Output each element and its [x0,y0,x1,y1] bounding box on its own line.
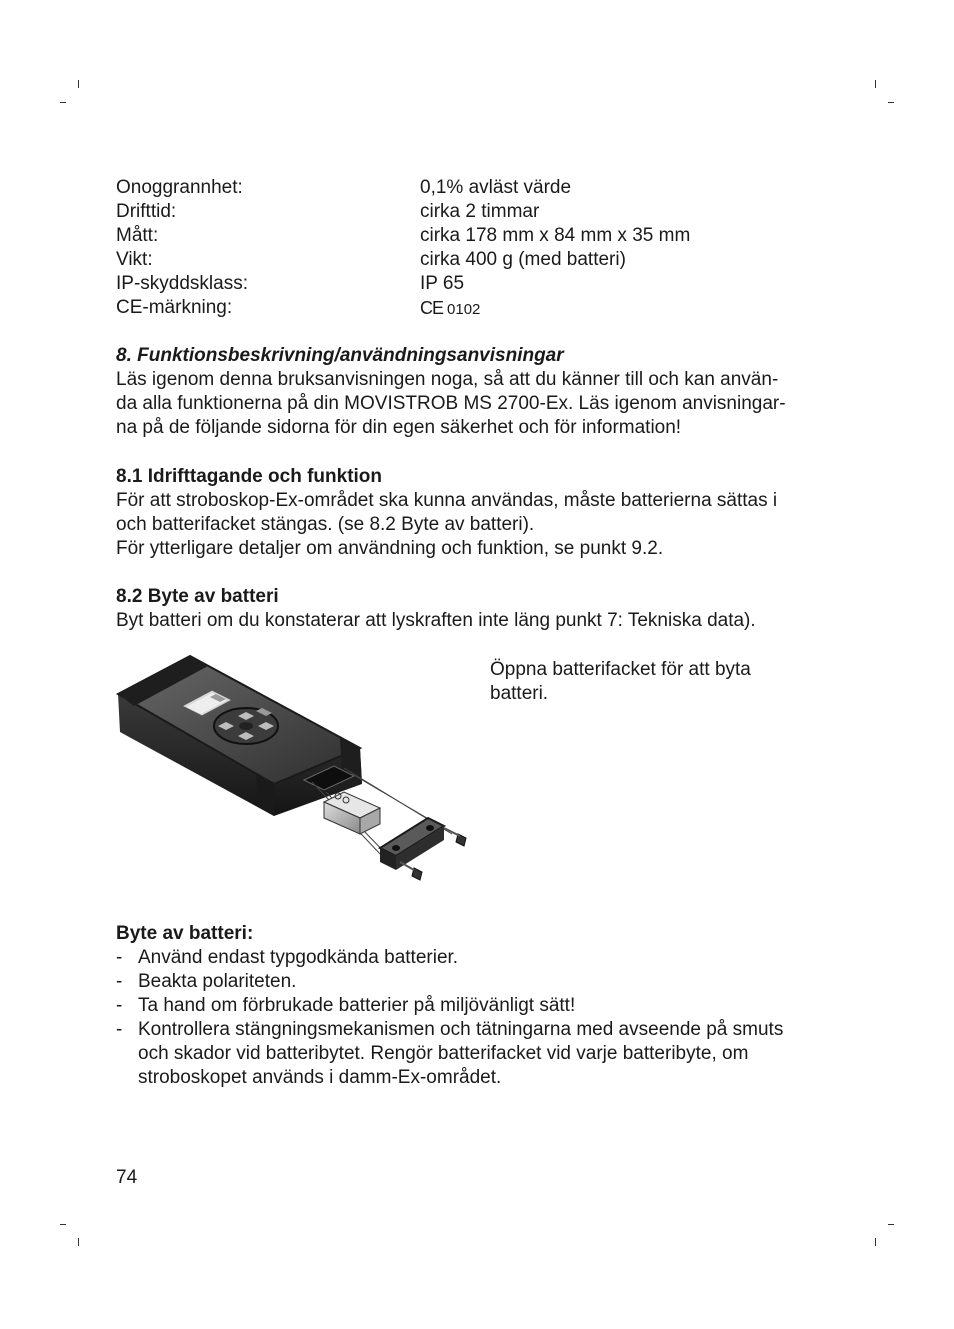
spec-label: Onoggrannhet: [116,177,243,198]
section-8-1 [116,465,828,561]
text-line: Läs igenom denna bruksanvisningen noga, så att du känner till och kan använ- [116,369,779,390]
text-line: Använd endast typgodkända batterier. [138,947,459,968]
text-line: Beakta polariteten. [138,971,297,992]
notes-list [116,946,828,1090]
spec-row-operating-time [116,200,836,224]
spec-row-dimensions [116,224,836,248]
spec-value: cirka 178 mm x 84 mm x 35 mm [420,225,691,246]
ce-number: 0102 [447,301,481,318]
crop-mark-top-left [60,102,66,103]
figure-caption [490,658,810,706]
text-line: Ta hand om förbrukade batterier på miljövänligt sätt! [138,995,576,1016]
spec-row-ip-class [116,272,836,296]
list-item [116,946,828,970]
text-line: da alla funktionerna på din MOVISTROB MS 2700-Ex. Läs igenom anvisningar- [116,393,786,414]
text-line: och batterifacket stängas. (se 8.2 Byte av batteri). [116,514,535,535]
crop-mark-bottom-left [60,1224,66,1225]
section-paragraph [116,609,828,633]
spec-label: Mått: [116,225,159,246]
bullet-dash: - [116,1019,123,1040]
bullet-dash: - [116,995,123,1016]
spec-value: cirka 2 timmar [420,201,540,222]
spec-value: 0,1% avläst värde [420,177,572,198]
section-paragraph [116,368,828,440]
spec-value [420,296,480,322]
bullet-dash: - [116,971,123,992]
spec-table [116,176,836,320]
crop-mark-top-left [78,80,79,88]
bullet-dash: - [116,947,123,968]
list-item [116,994,828,1018]
notes-heading: Byte av batteri: [116,923,254,944]
spec-row-ce-marking [116,296,836,320]
spec-label: CE-märkning: [116,297,233,318]
spec-row-weight [116,248,836,272]
text-line: na på de följande sidorna för din egen säkerhet och för information! [116,417,682,438]
section-paragraph [116,489,828,561]
crop-mark-bottom-right [888,1224,894,1225]
spec-label: IP-skyddsklass: [116,273,248,294]
crop-mark-top-right [875,80,876,88]
list-item [116,1018,828,1090]
text-line: Kontrollera stängningsmekanismen och tätningarna med avseende på smuts [138,1019,784,1040]
page-number: 74 [116,1167,138,1188]
spec-value: IP 65 [420,273,465,294]
crop-mark-bottom-left [78,1238,79,1246]
section-heading: 8. Funktionsbeskrivning/användningsanvisningar [116,345,564,366]
section-heading: 8.2 Byte av batteri [116,586,279,607]
section-8 [116,344,828,440]
text-line: För ytterligare detaljer om användning och funktion, se punkt 9.2. [116,538,664,559]
text-line: batteri. [490,683,549,704]
text-line: Byt batteri om du konstaterar att lyskraften inte läng punkt 7: Tekniska data). [116,610,756,631]
ce-mark-icon: CE [420,298,444,318]
device-battery-illustration [112,650,484,890]
section-heading: 8.1 Idrifttagande och funktion [116,466,383,487]
text-line: För att stroboskop-Ex-området ska kunna användas, måste batterierna sättas i [116,490,778,511]
text-line: stroboskopet används i damm-Ex-området. [138,1067,502,1088]
section-8-2 [116,585,828,633]
battery-notes [116,922,828,1090]
text-line: Öppna batterifacket för att byta [490,659,751,680]
crop-mark-bottom-right [875,1238,876,1246]
spec-label: Vikt: [116,249,153,270]
spec-row-accuracy [116,176,836,200]
spec-value: cirka 400 g (med batteri) [420,249,626,270]
list-item [116,970,828,994]
spec-label: Drifttid: [116,201,177,222]
crop-mark-top-right [888,102,894,103]
text-line: och skador vid batteribytet. Rengör batterifacket vid varje batteribyte, om [138,1043,749,1064]
